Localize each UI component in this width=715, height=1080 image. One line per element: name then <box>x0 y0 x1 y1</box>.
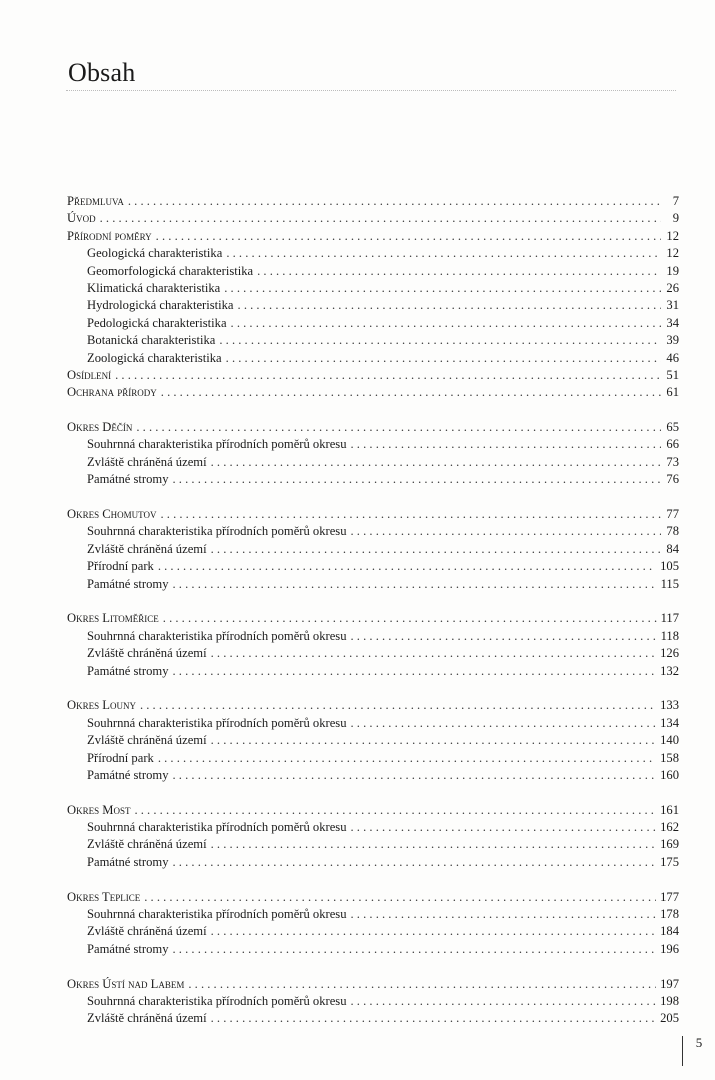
toc-entry-label: Památné stromy <box>87 941 169 956</box>
dot-leader <box>136 419 661 436</box>
toc-entry-label: Souhrnná charakteristika přírodních poměrů okresu <box>87 524 347 539</box>
toc-entry <box>67 384 679 401</box>
dot-leader <box>351 906 657 923</box>
toc-entry <box>67 889 679 906</box>
toc-entry <box>67 802 679 819</box>
dot-leader <box>140 697 656 714</box>
toc-subentry <box>67 923 679 940</box>
toc-entry-label: Souhrnná charakteristika přírodních poměrů okresu <box>87 907 347 922</box>
toc-page-number: 115 <box>660 576 679 591</box>
toc-entry-label: Souhrnná charakteristika přírodních poměrů okresu <box>87 437 347 452</box>
toc-entry <box>67 506 679 523</box>
dot-leader <box>158 750 656 767</box>
dot-leader <box>219 332 661 349</box>
toc-subentry <box>67 558 679 575</box>
toc-subentry <box>67 750 679 767</box>
title-rule <box>66 90 676 91</box>
toc-entry <box>67 210 679 227</box>
toc-subentry <box>67 715 679 732</box>
dot-leader <box>163 610 657 627</box>
toc-subentry <box>67 1010 679 1027</box>
dot-leader <box>100 210 661 227</box>
toc-page-number: 132 <box>660 663 679 678</box>
toc-page-number: 61 <box>666 385 679 400</box>
toc-page-number: 205 <box>660 1011 679 1026</box>
toc-subentry <box>67 628 679 645</box>
toc-page-number: 51 <box>666 367 679 382</box>
toc-page-number: 117 <box>660 611 679 626</box>
dot-leader <box>115 367 661 384</box>
page-title: Obsah <box>68 58 136 87</box>
toc-page-number: 175 <box>660 854 679 869</box>
dot-leader <box>211 541 661 558</box>
toc-entry <box>67 697 679 714</box>
dot-leader <box>211 454 661 471</box>
toc-entry-label: Památné stromy <box>87 767 169 782</box>
toc-entry-label: Památné stromy <box>87 854 169 869</box>
toc-entry-label: Zvláště chráněná území <box>87 837 207 852</box>
toc-entry-label: Památné stromy <box>87 576 169 591</box>
dot-leader <box>128 193 661 210</box>
toc-page-number: 66 <box>666 437 679 452</box>
toc-subentry <box>67 436 679 453</box>
toc-entry <box>67 419 679 436</box>
dot-leader <box>351 819 657 836</box>
toc-entry-label: Souhrnná charakteristika přírodních poměrů okresu <box>87 628 347 643</box>
toc-subentry <box>67 541 679 558</box>
toc-entry-label: Okres Chomutov <box>67 507 157 522</box>
group-spacer <box>67 402 679 419</box>
dot-leader <box>211 923 657 940</box>
toc-entry <box>67 228 679 245</box>
dot-leader <box>156 228 661 245</box>
toc-entry-label: Osídlení <box>67 367 112 382</box>
dot-leader <box>134 802 656 819</box>
toc-page-number: 19 <box>666 263 679 278</box>
toc-entry <box>67 367 679 384</box>
toc-page-number: 134 <box>660 715 679 730</box>
group-spacer <box>67 784 679 801</box>
toc-entry-label: Pedologická charakteristika <box>87 315 227 330</box>
toc-entry-label: Souhrnná charakteristika přírodních poměrů okresu <box>87 993 347 1008</box>
toc-entry-label: Úvod <box>67 211 96 226</box>
toc-page-number: 26 <box>666 280 679 295</box>
toc-subentry <box>67 263 679 280</box>
toc-subentry <box>67 836 679 853</box>
toc-entry-label: Souhrnná charakteristika přírodních poměrů okresu <box>87 820 347 835</box>
toc-entry-label: Okres Litoměřice <box>67 611 159 626</box>
toc-entry-label: Klimatická charakteristika <box>87 280 221 295</box>
toc-subentry <box>67 906 679 923</box>
dot-leader <box>224 280 661 297</box>
toc-page-number: 73 <box>666 454 679 469</box>
toc-page-number: 177 <box>660 889 679 904</box>
toc-entry-label: Zvláště chráněná území <box>87 454 207 469</box>
dot-leader <box>173 767 657 784</box>
toc-page-number: 198 <box>660 993 679 1008</box>
toc-page-number: 39 <box>666 333 679 348</box>
toc-subentry <box>67 280 679 297</box>
toc-subentry <box>67 576 679 593</box>
dot-leader <box>231 315 661 332</box>
toc-page-number: 162 <box>660 820 679 835</box>
toc-page-number: 160 <box>660 767 679 782</box>
toc-entry-label: Zoologická charakteristika <box>87 350 222 365</box>
toc-page-number: 77 <box>666 507 679 522</box>
toc-entry-label: Okres Louny <box>67 698 136 713</box>
toc-subentry <box>67 350 679 367</box>
dot-leader <box>211 1010 657 1027</box>
dot-leader <box>226 350 661 367</box>
toc-page-number: 161 <box>660 802 679 817</box>
group-spacer <box>67 871 679 888</box>
toc-entry-label: Zvláště chráněná území <box>87 924 207 939</box>
dot-leader <box>226 245 661 262</box>
toc-entry-label: Přírodní park <box>87 750 154 765</box>
toc-entry <box>67 976 679 993</box>
toc-entry-label: Přírodní park <box>87 559 154 574</box>
toc-page-number: 158 <box>660 750 679 765</box>
dot-leader <box>173 854 657 871</box>
toc-entry-label: Památné stromy <box>87 472 169 487</box>
toc-subentry <box>67 663 679 680</box>
toc-page-number: 12 <box>666 246 679 261</box>
toc-page-number: 197 <box>660 976 679 991</box>
toc-entry-label: Zvláště chráněná území <box>87 733 207 748</box>
toc-subentry <box>67 941 679 958</box>
group-spacer <box>67 593 679 610</box>
toc-entry-label: Botanická charakteristika <box>87 333 216 348</box>
dot-leader <box>144 889 656 906</box>
toc-entry-label: Hydrologická charakteristika <box>87 298 234 313</box>
dot-leader <box>173 663 657 680</box>
toc-page-number: 7 <box>672 194 679 208</box>
dot-leader <box>173 471 662 488</box>
toc-entry-label: Přírodní poměry <box>67 228 152 243</box>
toc-page-number: 65 <box>666 420 679 435</box>
toc-entry-label: Zvláště chráněná území <box>87 1011 207 1026</box>
toc-entry-label: Ochrana přírody <box>67 385 157 400</box>
toc-entry-label: Okres Ústí nad Labem <box>67 976 185 991</box>
dot-leader <box>161 384 661 401</box>
toc-entry-label: Předmluva <box>67 194 124 208</box>
toc-subentry <box>67 315 679 332</box>
toc-entry-label: Památné stromy <box>87 663 169 678</box>
toc-subentry <box>67 732 679 749</box>
dot-leader <box>173 941 657 958</box>
dot-leader <box>188 976 656 993</box>
toc-subentry <box>67 767 679 784</box>
toc-subentry <box>67 523 679 540</box>
toc-page-number: 140 <box>660 733 679 748</box>
toc-entry-label: Zvláště chráněná území <box>87 541 207 556</box>
group-spacer <box>67 680 679 697</box>
toc-page-number: 78 <box>666 524 679 539</box>
toc-subentry <box>67 645 679 662</box>
toc-page-number: 84 <box>666 541 679 556</box>
dot-leader <box>351 628 657 645</box>
group-spacer <box>67 489 679 506</box>
toc-subentry <box>67 245 679 262</box>
dot-leader <box>211 732 657 749</box>
dot-leader <box>351 715 657 732</box>
dot-leader <box>351 436 662 453</box>
toc-page-number: 105 <box>660 559 679 574</box>
dot-leader <box>211 836 657 853</box>
toc-page-number: 9 <box>672 211 679 226</box>
toc-page-number: 12 <box>666 228 679 243</box>
dot-leader <box>173 576 657 593</box>
toc-page-number: 178 <box>660 907 679 922</box>
toc-subentry <box>67 819 679 836</box>
dot-leader <box>238 297 661 314</box>
toc-entry-label: Zvláště chráněná území <box>87 646 207 661</box>
group-spacer <box>67 958 679 975</box>
dot-leader <box>211 645 657 662</box>
toc-entry <box>67 610 679 627</box>
dot-leader <box>160 506 661 523</box>
toc-page-number: 34 <box>666 315 679 330</box>
table-of-contents <box>67 193 679 1028</box>
toc-entry-label: Okres Most <box>67 802 131 817</box>
toc-page-number: 169 <box>660 837 679 852</box>
dot-leader <box>257 263 661 280</box>
toc-page-number: 46 <box>666 350 679 365</box>
toc-entry <box>67 193 679 210</box>
toc-page-number: 126 <box>660 646 679 661</box>
toc-page-number: 31 <box>666 298 679 313</box>
toc-page-number: 76 <box>666 472 679 487</box>
page-number: 5 <box>682 1036 715 1066</box>
toc-entry-label: Souhrnná charakteristika přírodních poměrů okresu <box>87 715 347 730</box>
toc-page-number: 133 <box>660 698 679 713</box>
toc-page-number: 196 <box>660 941 679 956</box>
toc-subentry <box>67 332 679 349</box>
toc-entry-label: Okres Teplice <box>67 889 141 904</box>
toc-subentry <box>67 471 679 488</box>
toc-subentry <box>67 993 679 1010</box>
toc-page-number: 118 <box>660 628 679 643</box>
toc-subentry <box>67 454 679 471</box>
toc-subentry <box>67 297 679 314</box>
toc-entry-label: Okres Děčín <box>67 420 133 435</box>
dot-leader <box>351 993 657 1010</box>
toc-page-number: 184 <box>660 924 679 939</box>
toc-entry-label: Geomorfologická charakteristika <box>87 263 254 278</box>
toc-subentry <box>67 854 679 871</box>
dot-leader <box>158 558 656 575</box>
toc-entry-label: Geologická charakteristika <box>87 246 223 261</box>
dot-leader <box>351 523 662 540</box>
